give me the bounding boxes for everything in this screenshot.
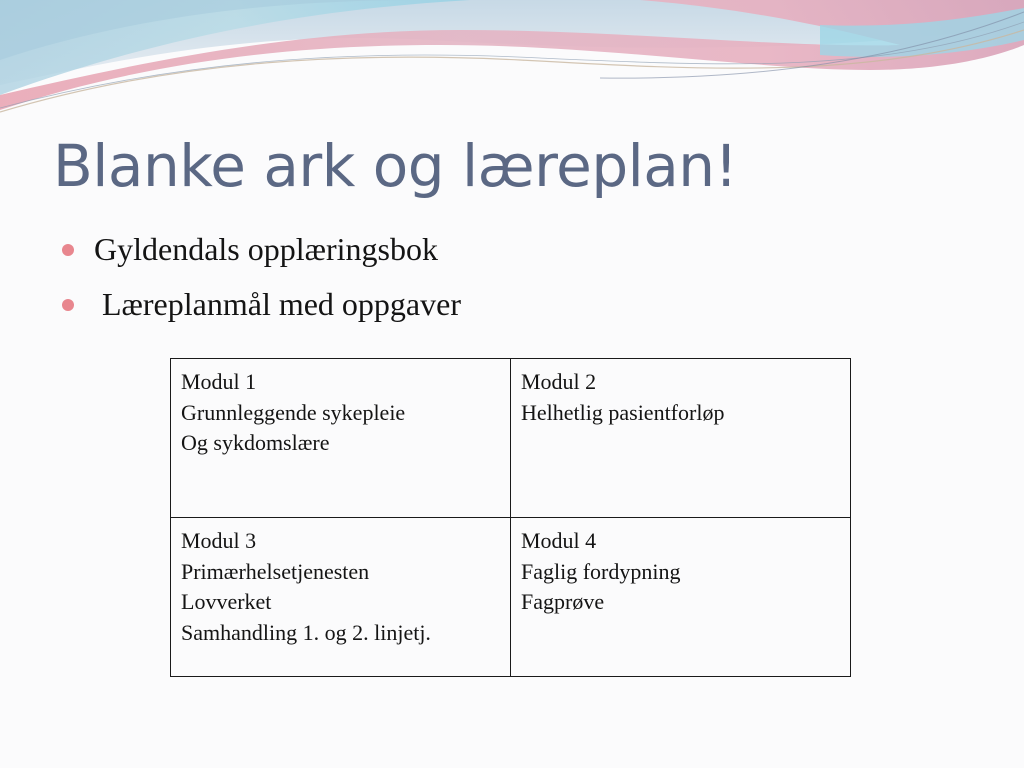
- module-3-cell: [171, 518, 511, 677]
- module-4-title: Modul 4: [521, 528, 597, 553]
- bullet-dot-icon: [62, 244, 74, 256]
- module-1-line: Grunnleggende sykepleie: [181, 399, 406, 425]
- bullet-item: [62, 222, 461, 277]
- module-1-title: Modul 1: [181, 369, 257, 394]
- module-2-title: Modul 2: [521, 369, 597, 394]
- bullet-item: [62, 277, 461, 332]
- table-row: [171, 359, 851, 518]
- module-1-line: Og sykdomslære: [181, 430, 330, 455]
- module-3-title: Modul 3: [181, 528, 257, 553]
- table-row: [171, 518, 851, 677]
- header-wave-decoration: [0, 0, 1024, 130]
- bullet-text: Læreplanmål med oppgaver: [94, 286, 461, 322]
- module-4-line: Faglig fordypning: [521, 558, 681, 584]
- module-4-cell: [511, 518, 851, 677]
- module-3-line: Lovverket: [181, 589, 272, 614]
- module-1-cell: [171, 359, 511, 518]
- module-4-line: Fagprøve: [521, 589, 605, 614]
- bullet-list: [62, 222, 461, 332]
- module-3-line: Samhandling 1. og 2. linjetj.: [181, 619, 431, 645]
- slide-title: Blanke ark og læreplan!: [53, 132, 738, 200]
- bullet-dot-icon: [62, 299, 74, 311]
- module-2-line: Helhetlig pasientforløp: [521, 399, 725, 425]
- modules-table: [170, 358, 851, 677]
- module-2-cell: [511, 359, 851, 518]
- bullet-text: Gyldendals opplæringsbok: [94, 231, 438, 267]
- module-3-line: Primærhelsetjenesten: [181, 558, 370, 584]
